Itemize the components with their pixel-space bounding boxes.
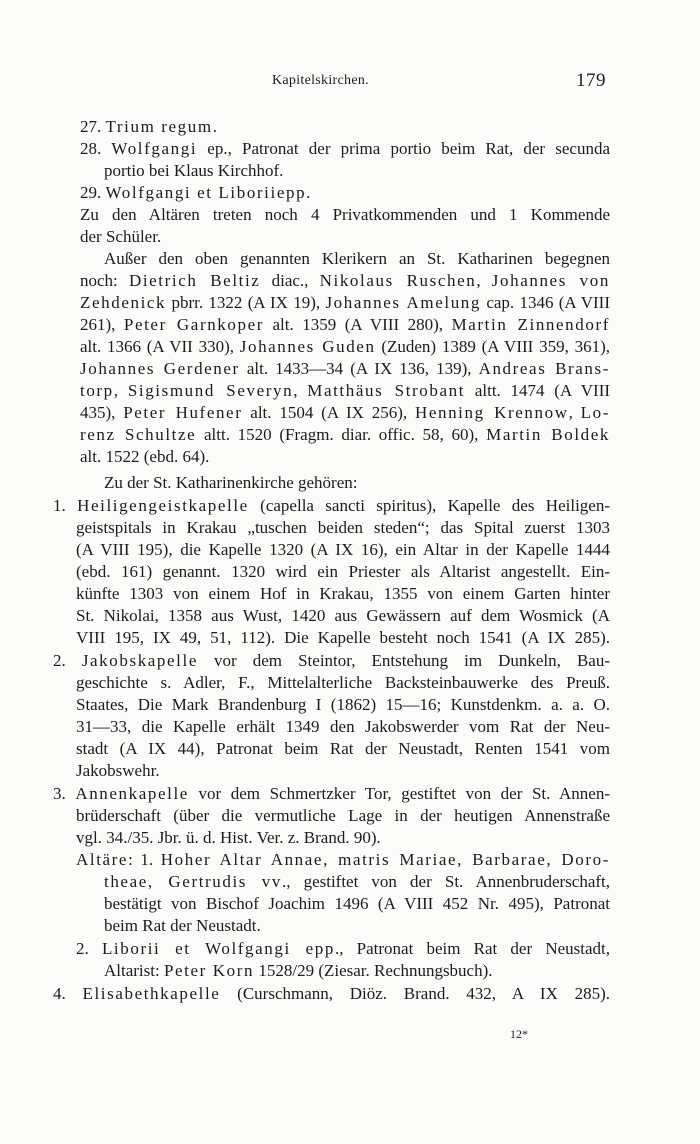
text-segment: , [113,381,128,400]
text-segment: vgl. 34./35. Jbr. ü. d. Hist. Ver. z. Brand. 90). [76,828,381,847]
text-segment: 4. [53,984,83,1003]
text-segment: Zu der St. Katharinenkirche gehören: [104,473,358,492]
spaced-name-segment: Liborii et Wolfgangi epp [101,939,335,958]
text-segment: 28. [80,139,112,158]
text-segment: 435), [80,403,124,422]
text-segment: noch: [80,271,129,290]
text-segment: vor dem Schmertzker Tor, gestiftet von der St. Annen- [188,784,610,803]
text-line [80,403,610,423]
spaced-name-segment: Peter Korn [163,961,255,980]
text-segment: pbrr. 1322 (A IX 19), [166,293,326,312]
text-segment: , [293,381,308,400]
text-line [80,359,610,379]
text-segment: bestätigt von Bischof Joachim 1496 (A VIII 452 Nr. 495), Patronat [104,894,610,913]
spaced-name-segment: Zehdenick [80,293,167,312]
text-segment: der Schüler. [80,227,162,246]
text-segment: , [476,271,492,290]
running-header-title: Kapitelskirchen. [272,73,369,88]
text-segment: Staates, Die Mark Brandenburg I (1862) 15—16; Kunstdenkm. a. a. O. [76,695,610,714]
text-segment: St. Nikolai, 1358 aus Wust, 1420 aus Gewässern auf dem Wosmick (A [76,606,610,625]
text-line [76,540,610,560]
text-line [76,628,610,648]
text-segment: (ebd. 161) genannt. 1320 wird ein Priester als Altarist angestellt. Ein- [76,562,610,581]
spaced-name-segment: Trium regum [105,117,213,136]
text-line [80,381,610,401]
text-line [53,496,610,516]
text-line [80,271,610,291]
spaced-name-segment: Peter Garnkoper [123,315,265,334]
text-line [80,139,610,159]
spaced-name-segment: Heiligengeistkapelle [77,496,249,515]
text-segment: ep., Patronat der prima portio beim Rat, der secunda [197,139,610,158]
spaced-name-segment: Johannes von [491,271,610,290]
spaced-name-segment: Wolfgangi et Liboriiepp [105,183,307,202]
text-segment: künfte 1303 von einem Hof in Krakau, 1355 von einem Garten hinter [76,584,610,603]
spaced-name-segment: Peter Hufener [123,403,243,422]
text-segment: (Curschmann, Diöz. Brand. 432, A IX 285). [220,984,610,1003]
spaced-name-segment: Nikolaus Ruschen [319,271,477,290]
text-line [76,761,160,781]
spaced-name-segment: Elisabethkapelle [82,984,221,1003]
text-segment: alt. 1504 (A IX 256), [242,403,415,422]
text-line [104,961,493,981]
text-line [80,425,610,445]
text-line [80,183,310,203]
text-segment: ., Patronat beim Rat der Neustadt, [334,939,611,958]
spaced-name-segment: theae, Gertrudis vv [104,872,282,891]
spaced-name-segment: Martin Zinnendorf [451,315,610,334]
text-line [76,828,381,848]
spaced-name-segment: Martin Boldek [486,425,610,444]
spaced-name-segment: Sigismund Severyn [127,381,294,400]
text-segment: 1528/29 (Ziesar. Rechnungsbuch). [254,961,493,980]
text-segment: 261), [80,315,124,334]
text-line [104,916,261,936]
text-segment: stadt (A IX 44), Patronat beim Rat der Neustadt, Renten 1541 vom [76,739,610,758]
text-line [104,161,283,181]
text-segment: Jakobswehr. [76,761,160,780]
text-segment: : 1. [128,850,161,869]
text-segment: alt. 1522 (ebd. 64). [80,447,210,466]
text-line [76,695,610,715]
text-segment: brüderschaft (über die vermutliche Lage in der heutigen Annenstraße [76,806,610,825]
spaced-name-segment: Matthäus Strobant [307,381,466,400]
text-segment: geschichte s. Adler, F., Mittelalterliche Backsteinbauwerke des Preuß. [76,673,610,692]
text-segment: Zu den Altären treten noch 4 Privatkommenden und 1 Kommende [80,205,610,224]
spaced-name-segment: Johannes Guden [239,337,376,356]
text-line [80,293,610,313]
text-segment: 2. [53,651,82,670]
text-segment: alt. 1366 (A VII 330), [80,337,240,356]
text-line [53,784,610,804]
text-line [76,673,610,693]
text-segment: portio bei Klaus Kirchhof. [104,161,284,180]
spaced-name-segment: Johannes Amelung [325,293,482,312]
spaced-name-segment: renz Schultze [80,425,197,444]
text-line [53,984,610,1004]
text-line [80,315,610,335]
signature-mark: 12* [510,1027,528,1041]
text-segment: 27. [80,117,106,136]
text-line [104,894,610,914]
spaced-name-segment: torp [80,381,114,400]
page-number: 179 [576,70,606,91]
spaced-name-segment: Dietrich Beltiz [128,271,261,290]
text-segment: diac., [260,271,320,290]
text-segment: , [568,403,581,422]
text-line [104,249,610,269]
spaced-name-segment: Johannes Gerdener [80,359,240,378]
text-segment: alt. 1433—34 (A IX 136, 139), [239,359,479,378]
text-line [76,739,610,759]
text-segment: geistspitals in Krakau „tuschen beiden steden“; das Spital zuerst 1303 [76,518,610,537]
text-line [76,939,610,959]
text-segment: 3. [53,784,76,803]
spaced-name-segment: Jakobskapelle [81,651,198,670]
text-line [76,584,610,604]
text-segment: . [306,183,311,202]
text-line [53,651,610,671]
text-line [104,473,358,493]
text-segment: Außer den oben genannten Klerikern an St. Katharinen begegnen [104,249,610,268]
spaced-name-segment: Andreas Brans- [478,359,611,378]
text-segment: Altarist: [104,961,164,980]
text-line [76,850,610,870]
text-segment: 31—33, die Kapelle erhält 1349 den Jakobswerder vom Rat der Neu- [76,717,610,736]
text-line [76,717,610,737]
text-segment: 2. [76,939,102,958]
text-segment: (Zuden) 1389 (A VIII 359, 361), [375,337,610,356]
spaced-name-segment: Altäre [76,850,129,869]
spaced-name-segment: Hoher Altar Annae, matris Mariae, Barbarae, Doro- [160,850,610,869]
text-segment: 1. [53,496,78,515]
spaced-name-segment: Wolfgangi [111,139,198,158]
text-segment: cap. 1346 (A VIII [481,293,611,312]
spaced-name-segment: Annenkapelle [75,784,189,803]
text-segment: . [212,117,217,136]
text-line [76,806,610,826]
text-line [80,227,161,247]
text-segment: VIII 195, IX 49, 51, 112). Die Kapelle besteht noch 1541 (A IX 285). [76,628,610,647]
text-segment: beim Rat der Neustadt. [104,916,261,935]
spaced-name-segment: Lo- [580,403,611,422]
text-line [76,606,610,626]
spaced-name-segment: Henning Krennow [414,403,569,422]
text-line [80,337,610,357]
text-line [80,117,217,137]
text-segment: vor dem Steintor, Entstehung im Dunkeln, Bau- [197,651,611,670]
text-segment: altt. 1520 (Fragm. diar. offic. 58, 60), [196,425,487,444]
text-segment: (capella sancti spiritus), Kapelle des Heiligen- [248,496,610,515]
text-segment: ., gestiftet von der St. Annenbruderschaft, [281,872,610,891]
text-segment: 29. [80,183,106,202]
text-segment: (A VIII 195), die Kapelle 1320 (A IX 16), ein Altar in der Kapelle 1444 [76,540,610,559]
text-line [80,447,209,467]
text-line [76,562,610,582]
text-line [76,518,610,538]
text-line [104,872,610,892]
text-segment: altt. 1474 (A VIII [465,381,611,400]
text-line [80,205,610,225]
text-segment: alt. 1359 (A VIII 280), [264,315,452,334]
